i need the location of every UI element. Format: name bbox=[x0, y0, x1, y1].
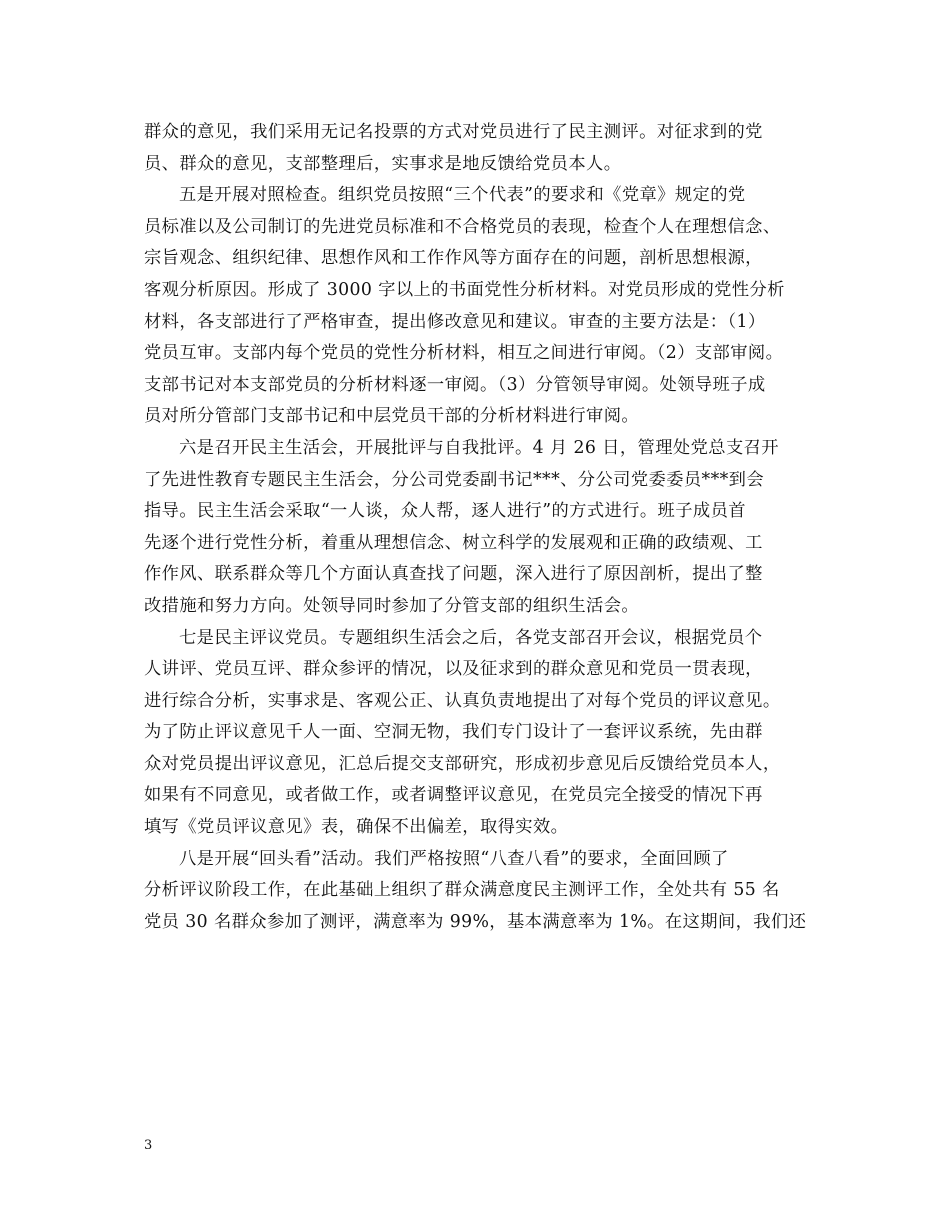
text-line: 了先进性教育专题民主生活会，分公司党委副书记***、分公司党委委员***到会 bbox=[144, 469, 765, 490]
paragraph-first-line: 六是召开民主生活会，开展批评与自我批评。4 月 26 日，管理处党总支召开 bbox=[179, 437, 779, 458]
text-line: 改措施和努力方向。处领导同时参加了分管支部的组织生活会。 bbox=[144, 595, 640, 616]
text-line: 客观分析原因。形成了 3000 字以上的书面党性分析材料。对党员形成的党性分析 bbox=[144, 279, 785, 300]
text-line: 员标准以及公司制订的先进党员标准和不合格党员的表现，检查个人在理想信念、 bbox=[144, 216, 781, 237]
text-line: 分析评议阶段工作，在此基础上组织了群众满意度民主测评工作，全处共有 55 名 bbox=[144, 880, 780, 901]
text-line: 支部书记对本支部党员的分析材料逐一审阅。（3）分管领导审阅。处领导班子成 bbox=[144, 374, 766, 395]
paragraph-first-line: 八是开展“回头看”活动。我们严格按照“八查八看”的要求，全面回顾了 bbox=[179, 848, 729, 869]
text-line: 作作风、联系群众等几个方面认真查找了问题，深入进行了原因剖析，提出了整 bbox=[144, 564, 763, 585]
text-line: 指导。民主生活会采取“一人谈，众人帮，逐人进行”的方式进行。班子成员首 bbox=[144, 501, 746, 522]
page-number: 3 bbox=[144, 1138, 153, 1153]
text-line: 宗旨观念、组织纪律、思想作风和工作作风等方面存在的问题，剖析思想根源， bbox=[144, 248, 763, 269]
text-line: 员对所分管部门支部书记和中层党员干部的分析材料进行审阅。 bbox=[144, 406, 640, 427]
text-line: 员、群众的意见，支部整理后，实事求是地反馈给党员本人。 bbox=[144, 153, 622, 174]
text-line: 如果有不同意见，或者做工作，或者调整评议意见，在党员完全接受的情况下再 bbox=[144, 785, 763, 806]
body-text bbox=[144, 117, 824, 938]
paragraph-first-line: 五是开展对照检查。组织党员按照“三个代表”的要求和《党章》规定的党 bbox=[179, 185, 746, 206]
text-line: 填写《党员评议意见》表，确保不出偏差，取得实效。 bbox=[144, 817, 569, 838]
text-line: 先逐个进行党性分析，着重从理想信念、树立科学的发展观和正确的政绩观、工 bbox=[144, 532, 763, 553]
text-line: 进行综合分析，实事求是、客观公正、认真负责地提出了对每个党员的评议意见。 bbox=[144, 690, 781, 711]
text-line: 党员 30 名群众参加了测评，满意率为 99%，基本满意率为 1%。在这期间，我们还 bbox=[144, 911, 807, 932]
text-line: 材料，各支部进行了严格审查，提出修改意见和建议。审查的主要方法是：（1） bbox=[144, 311, 766, 332]
text-line: 党员互审。支部内每个党员的党性分析材料，相互之间进行审阅。（2）支部审阅。 bbox=[144, 343, 784, 364]
text-line: 人讲评、党员互评、群众参评的情况，以及征求到的群众意见和党员一贯表现， bbox=[144, 659, 763, 680]
paragraph-first-line: 七是民主评议党员。专题组织生活会之后，各党支部召开会议，根据党员个 bbox=[179, 627, 763, 648]
text-line: 众对党员提出评议意见，汇总后提交支部研究，形成初步意见后反馈给党员本人， bbox=[144, 753, 781, 774]
text-line: 为了防止评议意见千人一面、空洞无物，我们专门设计了一套评议系统，先由群 bbox=[144, 722, 763, 743]
text-line: 群众的意见，我们采用无记名投票的方式对党员进行了民主测评。对征求到的党 bbox=[144, 122, 763, 142]
